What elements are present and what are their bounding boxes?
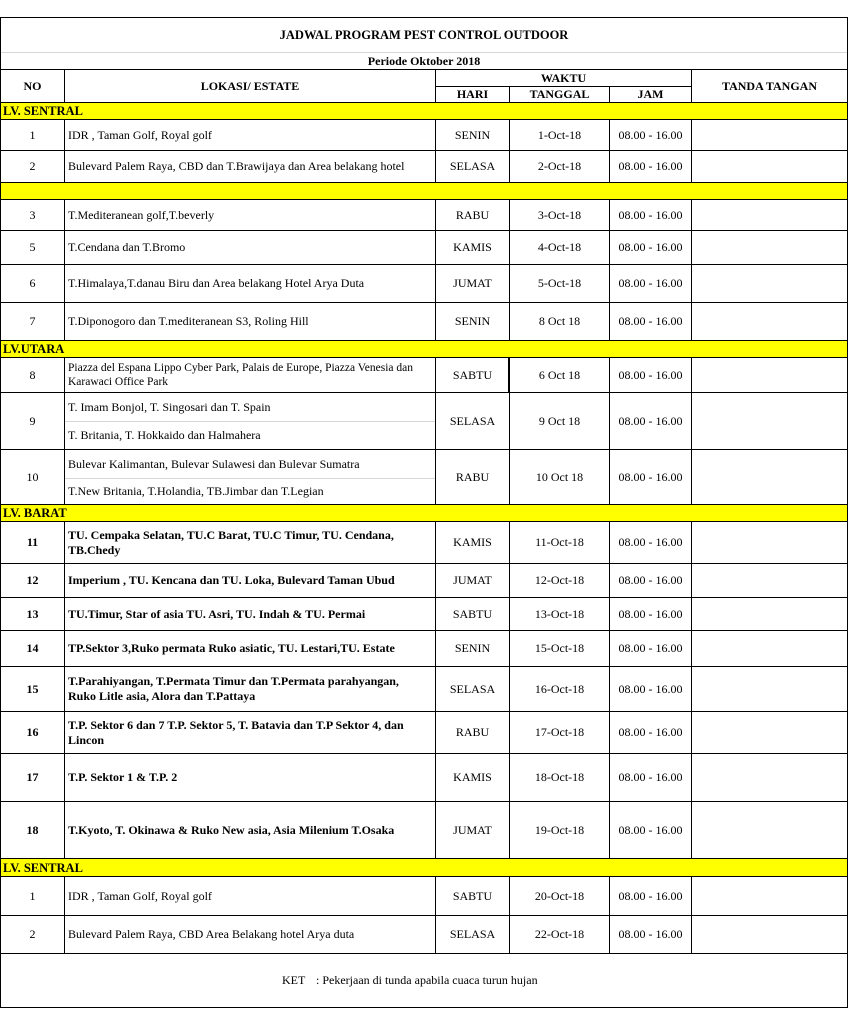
header-jam: JAM xyxy=(637,87,664,101)
cell-hari: KAMIS xyxy=(453,535,492,549)
cell-no: 11 xyxy=(26,535,39,549)
cell-tanggal: 22-Oct-18 xyxy=(534,927,585,941)
cell-tanggal: 8 Oct 18 xyxy=(538,314,581,328)
cell-jam: 08.00 - 16.00 xyxy=(618,535,683,549)
cell-tanggal: 2-Oct-18 xyxy=(537,159,582,173)
cell-tanggal: 5-Oct-18 xyxy=(537,276,582,290)
cell-jam: 08.00 - 16.00 xyxy=(618,681,683,696)
header-no: NO xyxy=(23,78,42,93)
cell-hari: RABU xyxy=(455,207,490,222)
cell-jam: 08.00 - 16.00 xyxy=(618,276,683,290)
cell-jam: 08.00 - 16.00 xyxy=(618,367,683,382)
cell-hari: KAMIS xyxy=(453,770,492,784)
header-hari: HARI xyxy=(456,87,489,101)
cell-no: 8 xyxy=(29,367,36,382)
cell-no: 9 xyxy=(29,413,36,428)
cell-hari: KAMIS xyxy=(453,240,492,254)
cell-hari: SELASA xyxy=(449,927,496,941)
cell-hari: SELASA xyxy=(449,681,496,696)
cell-jam: 08.00 - 16.00 xyxy=(618,240,683,254)
cell-lokasi-b: T.New Britania, T.Holandia, TB.Jimbar dan T.Legian xyxy=(68,484,324,498)
rule xyxy=(0,340,848,341)
cell-lokasi-b: T. Britania, T. Hokkaido dan Halmahera xyxy=(68,428,261,442)
rule xyxy=(0,449,848,450)
cell-no: 6 xyxy=(29,276,36,290)
cell-jam: 08.00 - 16.00 xyxy=(618,413,683,428)
cell-lokasi: TU. Cempaka Selatan, TU.C Barat, TU.C Timur, TU. Cendana, TB.Chedy xyxy=(68,527,394,557)
cell-hari: JUMAT xyxy=(453,573,492,587)
section-band-barat xyxy=(1,505,847,521)
cell-tanggal: 11-Oct-18 xyxy=(535,535,584,549)
cell-lokasi: T.P. Sektor 1 & T.P. 2 xyxy=(68,770,178,784)
cell-lokasi: T.Parahiyangan, T.Permata Timur dan T.Permata parahyangan, Ruko Litle asia, Alora dan T.Pattaya xyxy=(68,674,399,703)
cell-tanggal: 10 Oct 18 xyxy=(535,469,584,484)
cell-tanggal: 16-Oct-18 xyxy=(534,681,585,696)
cell-tanggal: 13-Oct-18 xyxy=(534,606,585,621)
col-rule xyxy=(691,357,692,505)
frame-bottom xyxy=(0,1007,848,1008)
cell-jam: 08.00 - 16.00 xyxy=(618,770,683,784)
cell-lokasi: IDR , Taman Golf, Royal golf xyxy=(68,127,212,142)
section-label-sentral: LV. SENTRAL xyxy=(3,104,83,118)
cell-lokasi: IDR , Taman Golf, Royal golf xyxy=(68,888,212,903)
cell-hari: SABTU xyxy=(452,367,493,382)
cell-hari: SABTU xyxy=(452,606,493,621)
col-rule xyxy=(691,521,692,859)
cell-jam: 08.00 - 16.00 xyxy=(618,822,683,837)
cell-tanggal: 12-Oct-18 xyxy=(534,573,585,587)
section-label-barat: LV. BARAT xyxy=(3,506,67,520)
cell-hari: SABTU xyxy=(452,888,493,903)
section-band-empty xyxy=(1,183,847,199)
cell-no: 12 xyxy=(26,573,39,587)
cell-tanggal: 18-Oct-18 xyxy=(534,770,585,784)
cell-lokasi: T.Himalaya,T.danau Biru dan Area belakang Hotel Arya Duta xyxy=(68,276,365,290)
cell-lokasi: TU.Timur, Star of asia TU. Asri, TU. Indah & TU. Permai xyxy=(68,606,366,621)
cell-no: 14 xyxy=(26,641,39,655)
cell-no: 17 xyxy=(26,770,39,784)
cell-tanggal: 19-Oct-18 xyxy=(534,822,585,837)
cell-jam: 08.00 - 16.00 xyxy=(618,207,683,222)
col-rule xyxy=(691,876,692,954)
cell-tanggal: 3-Oct-18 xyxy=(537,207,582,222)
rule xyxy=(0,858,848,859)
cell-hari: SENIN xyxy=(454,641,491,655)
cell-no: 1 xyxy=(29,127,36,142)
cell-jam: 08.00 - 16.00 xyxy=(618,469,683,484)
cell-no: 5 xyxy=(29,240,36,254)
cell-hari: SENIN xyxy=(454,314,491,328)
cell-jam: 08.00 - 16.00 xyxy=(618,725,683,739)
cell-jam: 08.00 - 16.00 xyxy=(618,927,683,941)
cell-jam: 08.00 - 16.00 xyxy=(618,314,683,328)
cell-no: 2 xyxy=(29,159,36,173)
cell-no: 3 xyxy=(29,207,36,222)
cell-no: 18 xyxy=(26,822,39,837)
cell-lokasi: TP.Sektor 3,Ruko permata Ruko asiatic, TU. Lestari,TU. Estate xyxy=(68,641,395,655)
header-lokasi: LOKASI/ ESTATE xyxy=(200,78,300,93)
cell-lokasi: T.Mediteranean golf,T.beverly xyxy=(68,207,215,222)
cell-tanggal: 1-Oct-18 xyxy=(537,127,582,142)
cell-lokasi-a: Bulevar Kalimantan, Bulevar Sulawesi dan Bulevar Sumatra xyxy=(68,457,360,471)
ket-text: : Pekerjaan di tunda apabila cuaca turun hujan xyxy=(316,972,538,987)
cell-lokasi: Piazza del Espana Lippo Cyber Park, Palais de Europe, Piazza Venesia dan Karawaci Office Park xyxy=(68,362,413,388)
cell-lokasi: Imperium , TU. Kencana dan TU. Loka, Bulevard Taman Ubud xyxy=(68,573,395,587)
header-tanggal: TANGGAL xyxy=(529,87,590,101)
cell-jam: 08.00 - 16.00 xyxy=(618,888,683,903)
period-label: Periode Oktober 2018 xyxy=(367,53,481,68)
rule xyxy=(0,953,848,954)
cell-hari: SELASA xyxy=(449,159,496,173)
cell-no: 16 xyxy=(26,725,39,739)
cell-hari: SENIN xyxy=(454,127,491,142)
section-band-sentral-2 xyxy=(1,859,847,876)
section-band-utara xyxy=(1,341,847,357)
section-label-sentral-2: LV. SENTRAL xyxy=(3,861,83,875)
cell-lokasi-a: T. Imam Bonjol, T. Singosari dan T. Spain xyxy=(68,400,271,414)
cell-tanggal: 9 Oct 18 xyxy=(538,413,581,428)
cell-jam: 08.00 - 16.00 xyxy=(618,606,683,621)
cell-lokasi: T.Kyoto, T. Okinawa & Ruko New asia, Asia Milenium T.Osaka xyxy=(68,822,395,837)
cell-tanggal: 20-Oct-18 xyxy=(534,888,585,903)
ket-label: KET xyxy=(282,972,306,987)
cell-no: 1 xyxy=(29,888,36,903)
header-tanda-tangan: TANDA TANGAN xyxy=(721,78,817,93)
frame-top xyxy=(0,17,848,18)
cell-hari: SELASA xyxy=(449,413,496,428)
cell-jam: 08.00 - 16.00 xyxy=(618,573,683,587)
cell-tanggal: 17-Oct-18 xyxy=(534,725,585,739)
cell-hari: RABU xyxy=(455,469,490,484)
cell-no: 10 xyxy=(26,469,39,484)
cell-tanggal: 4-Oct-18 xyxy=(537,240,582,254)
rule xyxy=(0,102,848,103)
cell-lokasi: T.Diponogoro dan T.mediteranean S3, Roling Hill xyxy=(68,314,309,328)
cell-no: 2 xyxy=(29,927,36,941)
rule xyxy=(0,504,848,505)
cell-jam: 08.00 - 16.00 xyxy=(618,127,683,142)
cell-hari: JUMAT xyxy=(453,822,492,837)
cell-no: 7 xyxy=(29,314,36,328)
cell-hari: JUMAT xyxy=(453,276,492,290)
cell-jam: 08.00 - 16.00 xyxy=(618,159,683,173)
section-label-utara: LV.UTARA xyxy=(3,342,65,356)
cell-lokasi: Bulevard Palem Raya, CBD Area Belakang hotel Arya duta xyxy=(68,927,355,941)
cell-jam: 08.00 - 16.00 xyxy=(618,641,683,655)
cell-lokasi: T.Cendana dan T.Bromo xyxy=(68,240,186,254)
cell-tanggal: 15-Oct-18 xyxy=(534,641,585,655)
cell-lokasi: Bulevard Palem Raya, CBD dan T.Brawijaya dan Area belakang hotel xyxy=(68,159,405,173)
cell-hari: RABU xyxy=(455,725,490,739)
col-rule xyxy=(691,199,692,341)
rule xyxy=(0,392,848,393)
cell-tanggal: 6 Oct 18 xyxy=(538,367,581,382)
col-rule xyxy=(691,119,692,183)
header-waktu: WAKTU xyxy=(540,70,587,85)
page-title: JADWAL PROGRAM PEST CONTROL OUTDOOR xyxy=(279,27,569,42)
section-band-sentral xyxy=(1,102,847,119)
cell-no: 13 xyxy=(26,606,39,621)
cell-no: 15 xyxy=(26,681,39,696)
rule xyxy=(0,182,848,183)
cell-lokasi: T.P. Sektor 6 dan 7 T.P. Sektor 5, T. Batavia dan T.P Sektor 4, dan Lincon xyxy=(68,717,404,747)
